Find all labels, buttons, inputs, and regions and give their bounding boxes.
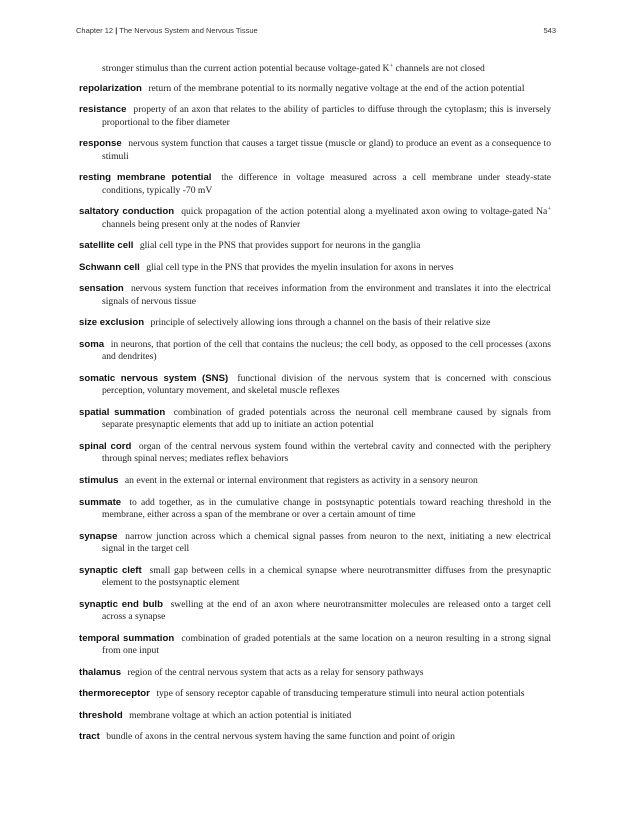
glossary-definition: property of an axon that relates to the ability of particles to diffuse through the cytoplasm; this is inversely proportional to the fiber diameter [102, 104, 551, 128]
glossary-definition: in neurons, that portion of the cell that contains the nucleus; the cell body, as opposed to the cell processes (axons and dendrites) [102, 338, 551, 363]
glossary-term: tract [79, 731, 100, 743]
glossary-entry [79, 83, 551, 95]
glossary-entry [79, 317, 551, 329]
glossary-entry [79, 407, 551, 432]
glossary-entry [79, 206, 551, 231]
glossary-definition: glial cell type in the PNS that provides support for neurons in the ganglia [139, 240, 421, 252]
glossary-definition: combination of graded potentials at the same location on a neuron resulting in a strong signal from one input [102, 632, 552, 656]
chapter-title: The Nervous System and Nervous Tissue [119, 26, 258, 35]
glossary-term: synapse [79, 530, 118, 542]
glossary-definition: type of sensory receptor capable of transducing temperature stimuli into neural action potentials [156, 688, 525, 700]
glossary-definition: functional division of the nervous system that is concerned with conscious perception, voluntary movement, and skeletal muscle reflexes [102, 372, 552, 397]
header-separator: | [115, 26, 118, 35]
glossary-definition: quick propagation of the action potential along a myelinated axon owing to voltage-gated Na [181, 206, 548, 218]
glossary-entry [79, 138, 551, 163]
glossary-entry [79, 633, 551, 658]
glossary-entry [79, 688, 551, 700]
glossary-entry [79, 731, 551, 743]
glossary-term: repolarization [79, 82, 142, 94]
continued-definition [79, 62, 551, 75]
glossary-definition: to add together, as in the cumulative change in postsynaptic potentials toward reaching threshold in the membrane, either across a span of the membrane or over a certain amount of time [102, 496, 551, 520]
glossary-term: somatic nervous system (SNS) [79, 372, 229, 384]
glossary-definition: region of the central nervous system that acts as a relay for sensory pathways [127, 666, 424, 678]
glossary-definition: nervous system function that receives information from the environment and translates it into the electrical signals of nervous tissue [102, 283, 551, 307]
glossary-entries [79, 83, 551, 744]
glossary-term: summate [79, 496, 122, 508]
glossary-term: Schwann cell [79, 261, 140, 273]
glossary-term: thalamus [79, 666, 122, 678]
glossary-definition: return of the membrane potential to its normally negative voltage at the end of the action potential [148, 82, 525, 94]
glossary-entry [79, 240, 551, 252]
glossary-entry [79, 565, 551, 590]
glossary-term: resistance [79, 104, 127, 116]
glossary-term: stimulus [79, 474, 119, 486]
glossary-entry [79, 441, 551, 466]
continued-text-after: channels are not closed [393, 63, 485, 74]
chapter-heading [76, 26, 258, 35]
glossary-entry [79, 710, 551, 722]
glossary-definition: an event in the external or internal environment that registers as activity in a sensory neuron [124, 474, 478, 486]
glossary-entry [79, 531, 551, 556]
glossary-entry [79, 599, 551, 624]
glossary-entry [79, 475, 551, 487]
glossary-term: spatial summation [79, 406, 166, 418]
glossary-definition: bundle of axons in the central nervous system having the same function and point of origin [106, 731, 455, 743]
glossary-term: satellite cell [79, 240, 134, 252]
page-number: 543 [543, 26, 556, 35]
glossary-term: synaptic end bulb [79, 598, 163, 610]
glossary-term: temporal summation [79, 632, 175, 644]
glossary-term: thermoreceptor [79, 688, 150, 700]
glossary-entry [79, 262, 551, 274]
glossary-definition: narrow junction across which a chemical signal passes from neuron to the next, initiating a new electrical signal in the target cell [102, 530, 551, 554]
continued-text-before: stronger stimulus than the current action potential because voltage-gated K [102, 63, 390, 74]
glossary-definition: nervous system function that causes a target tissue (muscle or gland) to produce an event as a consequence to stimuli [102, 138, 551, 162]
superscript-plus: + [547, 205, 551, 213]
running-header [76, 26, 556, 35]
glossary-entry [79, 172, 551, 197]
superscript-plus: + [389, 62, 394, 70]
glossary-entry [79, 667, 551, 679]
glossary-term: synaptic cleft [79, 564, 142, 576]
glossary-list [79, 62, 551, 753]
glossary-definition: glial cell type in the PNS that provides the myelin insulation for axons in nerves [146, 261, 454, 273]
glossary-definition: membrane voltage at which an action potential is initiated [129, 709, 352, 721]
glossary-term: size exclusion [79, 317, 145, 329]
glossary-entry [79, 104, 551, 129]
glossary-definition: combination of graded potentials across the neuronal cell membrane caused by signals from separate presynaptic elements that add up to initiate an action potential [102, 406, 551, 431]
glossary-definition: small gap between cells in a chemical synapse where neurotransmitter diffuses from the presynaptic element to the postsynaptic element [102, 564, 551, 588]
glossary-term: resting membrane potential [79, 172, 212, 184]
glossary-definition: swelling at the end of an axon where neurotransmitter molecules are released onto a target cell across a synapse [102, 598, 551, 622]
glossary-term: threshold [79, 709, 123, 721]
glossary-definition: principle of selectively allowing ions through a channel on the basis of their relative size [150, 317, 491, 329]
chapter-label: Chapter 12 [76, 26, 114, 35]
glossary-entry [79, 339, 551, 364]
glossary-term: soma [79, 338, 105, 350]
glossary-definition-continued: channels being present only at the nodes of Ranvier [102, 218, 301, 230]
glossary-term: sensation [79, 283, 124, 295]
glossary-entry [79, 497, 551, 522]
glossary-term: spinal cord [79, 440, 132, 452]
glossary-entry [79, 283, 551, 308]
glossary-term: saltatory conduction [79, 206, 175, 218]
glossary-entry [79, 373, 551, 398]
glossary-definition: organ of the central nervous system found within the vertebral cavity and connected with the periphery through spinal nerves; mediates reflex behaviors [102, 440, 551, 465]
glossary-term: response [79, 138, 122, 150]
glossary-definition: the difference in voltage measured across a cell membrane under steady-state conditions, typically -70 mV [102, 172, 551, 196]
